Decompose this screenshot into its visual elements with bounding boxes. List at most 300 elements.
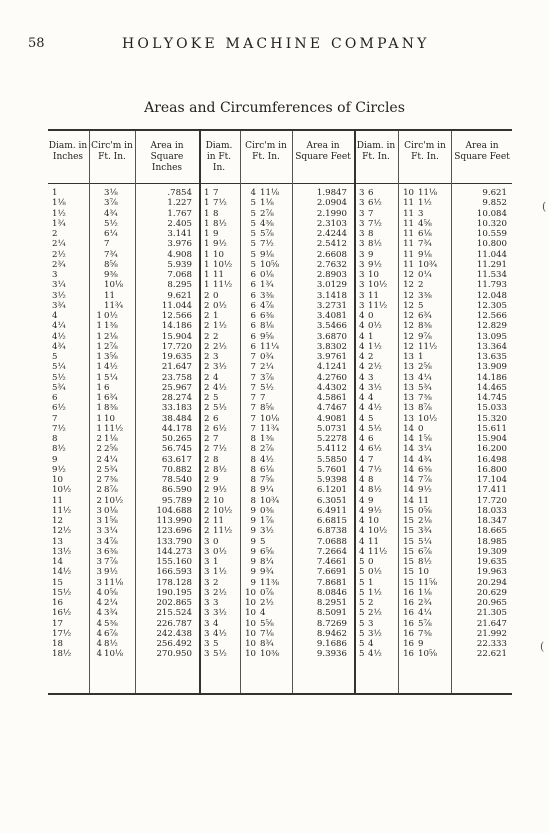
circ-inches-cell: 10½ <box>104 495 124 506</box>
area-sq-in-cell: 166.593 <box>156 567 192 578</box>
diam-ft-cell: 4 <box>359 495 365 506</box>
diam-ft-cell: 5 <box>359 567 365 578</box>
diam-in-cell: 2½ <box>368 362 382 373</box>
circ-ft-cell: 14 <box>403 485 414 496</box>
area-sq-ft-cell: 3.1418 <box>316 290 347 301</box>
circ-ft-cell: 7 <box>250 372 256 383</box>
circ-in-cell: 8⅜ <box>418 321 432 332</box>
area-sq-in-cell: 104.688 <box>156 505 192 516</box>
area-sq-in-cell: 202.865 <box>156 598 192 608</box>
diam-ft-cell: 4 <box>359 536 365 547</box>
diam-ft-cell: 4 <box>359 382 365 393</box>
circ-ft-cell: 16 <box>403 649 414 660</box>
circ-feet-cell: 2 <box>96 475 102 485</box>
diam-in-cell: 6 <box>213 413 219 424</box>
area-sq-ft-cell: 7.0688 <box>316 536 347 547</box>
circ-inches-cell: 1⅛ <box>104 434 118 444</box>
diam-in-cell: 11½ <box>213 526 233 537</box>
area-sq-ft-cell: 14.465 <box>476 382 507 393</box>
circ-inches-cell: 10⅛ <box>104 280 124 291</box>
circ-in-cell: 4¼ <box>418 608 432 619</box>
diam-in-cell: 3½ <box>368 628 382 639</box>
diam-inches-cell: 15 <box>52 577 63 588</box>
diam-ft-cell: 2 <box>204 331 210 342</box>
area-sq-ft-cell: 3.4081 <box>316 311 347 321</box>
circ-in-cell: 1½ <box>418 198 432 209</box>
table-title: Areas and Circumferences of Circles <box>144 100 405 116</box>
area-sq-ft-cell: 22.333 <box>476 639 507 649</box>
area-sq-ft-cell: 3.6870 <box>316 331 347 342</box>
circ-in-cell: 7¾ <box>418 239 432 250</box>
diam-inches-cell: 10 <box>52 475 63 485</box>
diam-in-cell: 5 <box>368 413 374 424</box>
circ-feet-cell: 1 <box>96 321 102 332</box>
diam-ft-cell: 3 <box>204 536 210 547</box>
table-row <box>48 578 512 588</box>
area-sq-ft-cell: 10.320 <box>476 218 507 229</box>
circ-ft-cell: 11 <box>403 218 414 229</box>
area-sq-ft-cell: 12.566 <box>476 311 507 321</box>
diam-ft-cell: 2 <box>204 382 210 393</box>
circ-ft-cell: 5 <box>250 198 256 209</box>
table-row <box>48 639 512 649</box>
diam-in-cell: 5½ <box>213 403 227 414</box>
circ-ft-cell: 15 <box>403 505 414 516</box>
area-sq-ft-cell: 11.291 <box>476 259 507 270</box>
circ-in-cell: 9 <box>418 639 424 649</box>
diam-in-cell: 2½ <box>368 608 382 619</box>
circ-ft-cell: 14 <box>403 444 414 455</box>
area-sq-ft-cell: 19.635 <box>476 557 507 567</box>
diam-in-cell: 8 <box>368 229 374 239</box>
diam-ft-cell: 3 <box>359 218 365 229</box>
circ-inches-cell: 4¾ <box>104 208 118 219</box>
diam-in-cell: 4½ <box>368 649 382 660</box>
diam-ft-cell: 2 <box>204 393 210 403</box>
circ-ft-cell: 12 <box>403 311 414 321</box>
circ-ft-cell: 10 <box>245 598 256 608</box>
circ-feet-cell: 4 <box>96 649 102 660</box>
area-sq-ft-cell: 9.621 <box>482 188 507 198</box>
diam-inches-cell: 3¼ <box>52 280 66 291</box>
circ-ft-cell: 16 <box>403 618 414 629</box>
area-sq-ft-cell: 11.534 <box>476 270 507 280</box>
diam-in-cell: 2 <box>368 598 374 608</box>
circ-in-cell: 9¾ <box>260 567 274 578</box>
circ-in-cell: 7⅝ <box>260 475 274 485</box>
diam-ft-cell: 3 <box>204 557 210 567</box>
circ-feet-cell: 4 <box>96 608 102 619</box>
circ-in-cell: 6¾ <box>418 311 432 321</box>
circ-inches-cell: 2⅛ <box>104 331 118 342</box>
circ-ft-cell: 16 <box>403 587 414 598</box>
circ-in-cell: 4¾ <box>418 454 432 465</box>
circ-in-cell: 10⅜ <box>260 649 280 660</box>
table-row <box>48 485 512 495</box>
area-sq-ft-cell: 5.5850 <box>316 454 347 465</box>
circ-feet-cell: 1 <box>96 423 102 434</box>
diam-ft-cell: 3 <box>204 577 210 588</box>
diam-inches-cell: 9 <box>52 454 58 465</box>
area-sq-in-cell: 144.273 <box>156 546 192 557</box>
circ-in-cell: 5⅞ <box>260 229 274 239</box>
area-sq-ft-cell: 2.0904 <box>316 198 347 209</box>
diam-in-cell: 8½ <box>368 485 382 496</box>
area-sq-ft-cell: 12.305 <box>476 300 507 311</box>
table-row <box>48 537 512 547</box>
area-sq-ft-cell: 18.033 <box>476 505 507 516</box>
circ-ft-cell: 15 <box>403 516 414 526</box>
area-sq-ft-cell: 6.8738 <box>316 526 347 537</box>
diam-ft-cell: 5 <box>359 577 365 588</box>
circ-ft-cell: 5 <box>250 208 256 219</box>
diam-inches-cell: 17½ <box>52 628 72 639</box>
diam-in-cell: 10 <box>213 249 224 260</box>
diam-ft-cell: 4 <box>359 393 365 403</box>
area-sq-ft-cell: 13.364 <box>476 341 507 352</box>
diam-inches-cell: 17 <box>52 618 63 629</box>
table-row <box>48 239 512 249</box>
diam-in-cell: 9 <box>213 475 219 485</box>
area-sq-ft-cell: 7.8681 <box>316 577 347 588</box>
area-sq-ft-cell: 18.347 <box>476 516 507 526</box>
area-sq-in-cell: 19.635 <box>161 352 192 362</box>
area-sq-ft-cell: 2.1990 <box>316 208 347 219</box>
area-sq-ft-cell: 21.647 <box>476 618 507 629</box>
circ-ft-cell: 8 <box>250 495 256 506</box>
diam-inches-cell: 2¾ <box>52 259 66 270</box>
circ-ft-cell: 7 <box>250 362 256 373</box>
table-row <box>48 424 512 434</box>
circ-in-cell: 10½ <box>418 413 438 424</box>
circ-feet-cell: 1 <box>96 403 102 414</box>
circ-in-cell: 3½ <box>260 526 274 537</box>
area-sq-ft-cell: 4.1241 <box>316 362 347 373</box>
circ-feet-cell: 1 <box>96 413 102 424</box>
circ-ft-cell: 6 <box>250 321 256 332</box>
circ-ft-cell: 6 <box>250 280 256 291</box>
circ-in-cell: 9¼ <box>260 485 274 496</box>
circ-inches-cell: 1⅝ <box>104 516 118 526</box>
circ-ft-cell: 7 <box>250 403 256 414</box>
area-sq-in-cell: 33.183 <box>161 403 192 414</box>
circ-inches-cell: 7¾ <box>104 249 118 260</box>
circ-in-cell: 2½ <box>260 598 274 608</box>
area-sq-ft-cell: 3.9761 <box>316 352 347 362</box>
diam-ft-cell: 5 <box>359 649 365 660</box>
diam-inches-cell: 14½ <box>52 567 72 578</box>
circ-in-cell: 1⅞ <box>260 516 274 526</box>
area-sq-ft-cell: 8.7269 <box>316 618 347 629</box>
circ-feet-cell: 2 <box>96 444 102 455</box>
diam-in-cell: 11½ <box>368 300 388 311</box>
table-row <box>48 649 512 659</box>
binding-mark: ( <box>542 200 547 213</box>
table-row <box>48 629 512 639</box>
circ-in-cell: 2⅞ <box>260 444 274 455</box>
diam-in-cell: 4½ <box>368 403 382 414</box>
diam-in-cell: 3 <box>213 352 219 362</box>
area-sq-in-cell: 50.265 <box>161 434 192 444</box>
circ-in-cell: 10⅛ <box>260 413 280 424</box>
circ-in-cell: 8⅞ <box>418 403 432 414</box>
area-sq-ft-cell: 5.4112 <box>316 444 347 455</box>
area-sq-ft-cell: 15.320 <box>476 413 507 424</box>
circ-in-cell: 2¼ <box>260 362 274 373</box>
circ-in-cell: 3¼ <box>418 444 432 455</box>
diam-inches-cell: 2¼ <box>52 239 66 250</box>
diam-ft-cell: 2 <box>204 444 210 455</box>
circ-in-cell: 6⅛ <box>418 229 432 239</box>
diam-in-cell: 0½ <box>213 300 227 311</box>
table-row <box>48 444 512 454</box>
circ-feet-cell: 4 <box>96 639 102 649</box>
area-sq-ft-cell: 20.629 <box>476 587 507 598</box>
header-diam-inches: Diam. in Inches <box>48 141 88 162</box>
table-row <box>48 301 512 311</box>
diam-ft-cell: 3 <box>359 249 365 260</box>
circ-feet-cell: 3 <box>96 546 102 557</box>
diam-ft-cell: 4 <box>359 372 365 383</box>
diam-in-cell: 9½ <box>368 505 382 516</box>
area-sq-in-cell: 9.621 <box>167 290 192 301</box>
diam-inches-cell: 1½ <box>52 208 66 219</box>
circ-ft-cell: 8 <box>250 454 256 465</box>
area-sq-ft-cell: 8.9462 <box>316 628 347 639</box>
area-sq-ft-cell: 2.8903 <box>316 270 347 280</box>
circ-ft-cell: 8 <box>250 485 256 496</box>
diam-inches-cell: 12½ <box>52 526 72 537</box>
area-sq-ft-cell: 17.411 <box>476 485 507 496</box>
diam-ft-cell: 2 <box>204 485 210 496</box>
circ-ft-cell: 12 <box>403 321 414 332</box>
circ-ft-cell: 13 <box>403 393 414 403</box>
circ-inches-cell: 4½ <box>104 362 118 373</box>
area-sq-in-cell: 2.405 <box>167 218 192 229</box>
circ-feet-cell: 1 <box>96 311 102 321</box>
area-sq-ft-cell: 20.965 <box>476 598 507 608</box>
circ-in-cell: 10⅝ <box>260 259 280 270</box>
diam-in-cell: 6 <box>368 188 374 198</box>
circ-inches-cell: 5¾ <box>104 464 118 475</box>
circ-inches-cell: 5½ <box>104 218 118 229</box>
circ-in-cell: 10 <box>418 567 429 578</box>
circ-in-cell: 10¾ <box>418 259 438 270</box>
table-row <box>48 260 512 270</box>
diam-inches-cell: 18 <box>52 639 63 649</box>
diam-ft-cell: 3 <box>204 628 210 639</box>
circ-ft-cell: 8 <box>250 434 256 444</box>
circ-in-cell: 5¾ <box>418 382 432 393</box>
circ-ft-cell: 9 <box>250 505 256 516</box>
diam-in-cell: 8 <box>368 475 374 485</box>
diam-inches-cell: 3½ <box>52 290 66 301</box>
area-sq-ft-cell: 2.4244 <box>316 229 347 239</box>
circ-inches-cell: 9½ <box>104 567 118 578</box>
circ-feet-cell: 4 <box>96 598 102 608</box>
circ-ft-cell: 12 <box>403 331 414 342</box>
area-sq-ft-cell: 18.665 <box>476 526 507 537</box>
table-row <box>48 342 512 352</box>
diam-ft-cell: 3 <box>204 639 210 649</box>
diam-ft-cell: 1 <box>204 280 210 291</box>
area-sq-ft-cell: 15.611 <box>476 423 507 434</box>
area-sq-ft-cell: 6.4911 <box>316 505 347 516</box>
area-sq-ft-cell: 3.2731 <box>316 300 347 311</box>
circ-ft-cell: 10 <box>245 608 256 619</box>
circ-in-cell: 9½ <box>418 485 432 496</box>
circ-in-cell: 6⅝ <box>260 546 274 557</box>
area-sq-in-cell: 3.976 <box>167 239 192 250</box>
table-row <box>48 455 512 465</box>
circ-in-cell: 8¾ <box>260 639 274 649</box>
circ-inches-cell: 6¼ <box>104 229 118 239</box>
diam-in-cell: 11 <box>213 516 224 526</box>
circ-ft-cell: 11 <box>403 249 414 260</box>
diam-inches-cell: 1 <box>52 188 58 198</box>
area-sq-ft-cell: 2.3103 <box>316 218 347 229</box>
circ-feet-cell: 3 <box>96 526 102 537</box>
table-row <box>48 229 512 239</box>
circ-ft-cell: 14 <box>403 423 414 434</box>
circ-inches-cell: 11½ <box>104 423 124 434</box>
area-sq-ft-cell: 22.621 <box>476 649 507 660</box>
circ-ft-cell: 14 <box>403 475 414 485</box>
diam-ft-cell: 1 <box>204 188 210 198</box>
circ-inches-cell: 4⅞ <box>104 536 118 547</box>
diam-ft-cell: 2 <box>204 475 210 485</box>
circ-ft-cell: 7 <box>250 413 256 424</box>
area-sq-ft-cell: 8.5091 <box>316 608 347 619</box>
circ-in-cell: 6⅜ <box>260 311 274 321</box>
circ-in-cell: 4 <box>260 608 266 619</box>
circ-feet-cell: 4 <box>96 618 102 629</box>
area-sq-in-cell: 215.524 <box>156 608 192 619</box>
diam-in-cell: 4 <box>368 639 374 649</box>
area-sq-ft-cell: 12.829 <box>476 321 507 332</box>
diam-ft-cell: 2 <box>204 526 210 537</box>
circ-in-cell: 1 <box>418 352 424 362</box>
table-row <box>48 250 512 260</box>
area-sq-in-cell: 56.745 <box>161 444 192 455</box>
area-sq-in-cell: 178.128 <box>156 577 192 588</box>
area-sq-ft-cell: 10.559 <box>476 229 507 239</box>
diam-ft-cell: 4 <box>359 475 365 485</box>
diam-in-cell: 10 <box>368 516 379 526</box>
diam-ft-cell: 4 <box>359 516 365 526</box>
area-sq-ft-cell: 4.2760 <box>316 372 347 383</box>
area-sq-ft-cell: 16.200 <box>476 444 507 455</box>
circ-in-cell: 0⅝ <box>418 505 432 516</box>
circ-in-cell: 0⅞ <box>260 587 274 598</box>
circ-inches-cell: 7 <box>104 239 110 250</box>
table-row <box>48 321 512 331</box>
area-sq-in-cell: 17.720 <box>161 341 192 352</box>
circ-feet-cell: 2 <box>96 454 102 465</box>
diam-inches-cell: 5½ <box>52 372 66 383</box>
diam-inches-cell: 1⅛ <box>52 198 66 209</box>
diam-ft-cell: 2 <box>204 321 210 332</box>
circ-in-cell: 9⅞ <box>418 331 432 342</box>
table-row <box>48 465 512 475</box>
circ-in-cell: 6⅞ <box>418 546 432 557</box>
binding-mark: ( <box>540 640 545 653</box>
area-sq-in-cell: 86.590 <box>161 485 192 496</box>
area-sq-ft-cell: 4.4302 <box>316 382 347 393</box>
diam-inches-cell: 7 <box>52 413 58 424</box>
diam-inches-cell: 3¾ <box>52 300 66 311</box>
diam-in-cell: 7 <box>213 434 219 444</box>
diam-in-cell: 3½ <box>213 362 227 373</box>
circ-feet-cell: 4 <box>96 587 102 598</box>
diam-in-cell: 9 <box>368 495 374 506</box>
circ-feet-cell: 2 <box>96 464 102 475</box>
diam-in-cell: 2 <box>368 352 374 362</box>
area-sq-ft-cell: 15.033 <box>476 403 507 414</box>
diam-ft-cell: 4 <box>359 403 365 414</box>
diam-ft-cell: 2 <box>204 495 210 506</box>
circ-inches-cell: 0⅝ <box>104 587 118 598</box>
circ-ft-cell: 10 <box>245 587 256 598</box>
diam-ft-cell: 2 <box>204 434 210 444</box>
circ-ft-cell: 7 <box>250 352 256 362</box>
circ-in-cell: 8¼ <box>260 557 274 567</box>
circ-feet-cell: 2 <box>96 434 102 444</box>
diam-in-cell: 4 <box>368 393 374 403</box>
diam-ft-cell: 2 <box>204 362 210 373</box>
diam-in-cell: 2 <box>213 577 219 588</box>
area-sq-in-cell: 44.178 <box>161 423 192 434</box>
area-sq-ft-cell: 4.7467 <box>316 403 347 414</box>
diam-inches-cell: 14 <box>52 557 63 567</box>
circ-in-cell: 8⅛ <box>260 321 274 332</box>
diam-in-cell: 3 <box>368 618 374 629</box>
circ-ft-cell: 15 <box>403 557 414 567</box>
area-sq-ft-cell: 11.044 <box>476 249 507 260</box>
area-sq-ft-cell: 13.095 <box>476 331 507 342</box>
diam-ft-cell: 3 <box>204 649 210 660</box>
diam-ft-cell: 2 <box>204 403 210 414</box>
diam-inches-cell: 8 <box>52 434 58 444</box>
area-sq-ft-cell: 6.1201 <box>316 485 347 496</box>
circ-in-cell: 11⅝ <box>418 577 438 588</box>
circ-ft-cell: 12 <box>403 280 414 291</box>
diam-ft-cell: 5 <box>359 628 365 639</box>
circ-ft-cell: 15 <box>403 526 414 537</box>
circ-in-cell: 3⅜ <box>260 290 274 301</box>
area-sq-ft-cell: 5.2278 <box>316 434 347 444</box>
diam-ft-cell: 4 <box>359 505 365 516</box>
diam-in-cell: 0½ <box>368 321 382 332</box>
area-sq-in-cell: 7.068 <box>167 270 192 280</box>
area-sq-ft-cell: 18.985 <box>476 536 507 547</box>
circ-in-cell: 0¾ <box>260 352 274 362</box>
area-sq-ft-cell: 9.852 <box>482 198 507 209</box>
circ-in-cell: 9⅝ <box>260 331 274 342</box>
circ-inches-cell: 3⅛ <box>104 188 118 198</box>
circ-in-cell: 7 <box>260 393 266 403</box>
circ-in-cell: 10⅝ <box>418 649 438 660</box>
table-row <box>48 311 512 321</box>
circ-feet-cell: 2 <box>96 495 102 506</box>
diam-ft-cell: 1 <box>204 229 210 239</box>
circ-ft-cell: 8 <box>250 464 256 475</box>
diam-in-cell: 0½ <box>368 567 382 578</box>
diam-ft-cell: 3 <box>204 608 210 619</box>
diam-ft-cell: 4 <box>359 454 365 465</box>
diam-ft-cell: 2 <box>204 311 210 321</box>
diam-ft-cell: 4 <box>359 423 365 434</box>
